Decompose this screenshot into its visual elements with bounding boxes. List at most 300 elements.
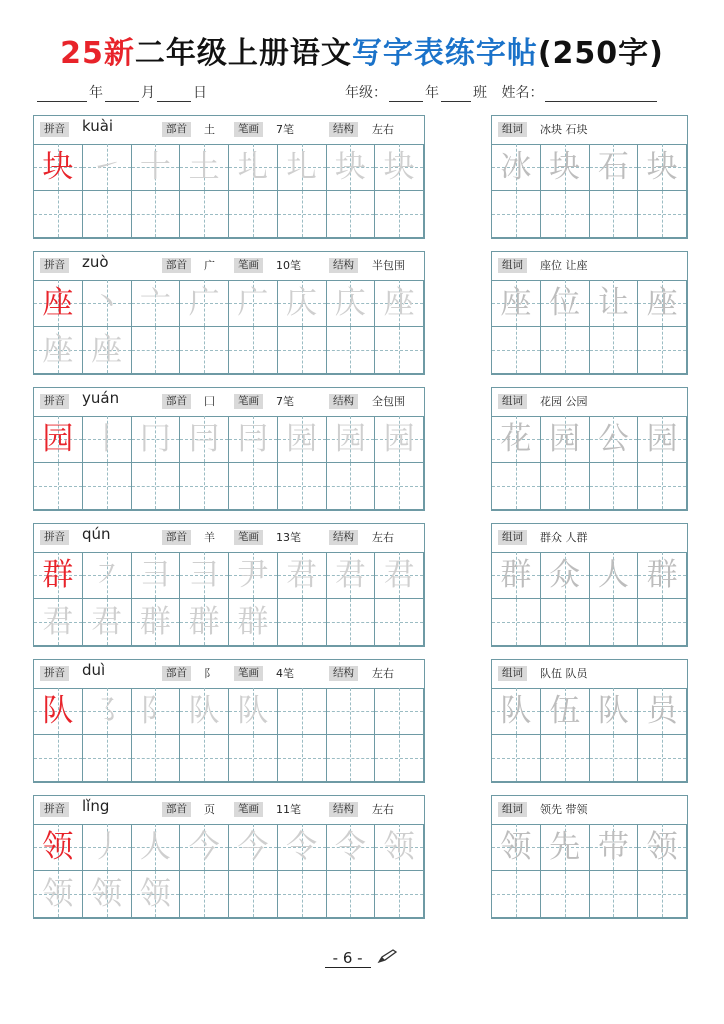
radical-value: 囗 — [204, 395, 215, 408]
stroke-order-cell-char: 座 — [383, 285, 415, 321]
pinyin-label: 拼音 — [40, 122, 69, 137]
word-trace-cell-char: 群 — [646, 557, 678, 593]
stroke-order-cell-char: 彐 — [139, 557, 171, 593]
strokes-value: 13笔 — [276, 531, 301, 544]
strokes-value: 10笔 — [276, 259, 301, 272]
structure-value: 左右 — [372, 123, 394, 136]
practice-cell — [327, 191, 376, 238]
word-trace-cell — [590, 144, 639, 191]
page-footer — [0, 948, 724, 968]
practice-cell — [375, 599, 424, 646]
word-practice-cell — [590, 327, 639, 374]
practice-cell — [34, 599, 83, 646]
practice-cell — [278, 599, 327, 646]
model-char-cell-char: 园 — [42, 421, 74, 457]
word-practice-cell — [541, 871, 590, 918]
stroke-order-cell — [180, 688, 229, 735]
word-trace-cell-char: 众 — [549, 557, 581, 593]
words-label: 组词 — [498, 530, 527, 545]
strokes-label: 笔画 — [234, 666, 263, 681]
practice-cell — [34, 871, 83, 918]
word-practice-block — [491, 795, 688, 919]
practice-cell — [327, 871, 376, 918]
radical-value: 土 — [204, 123, 215, 136]
radical-value: 广 — [204, 259, 215, 272]
stroke-order-cell — [83, 688, 132, 735]
word-trace-cell-char: 冰 — [500, 149, 532, 185]
word-trace-cell — [590, 824, 639, 871]
practice-cell — [180, 191, 229, 238]
word-info-header — [492, 524, 687, 553]
word-trace-cell-char: 块 — [646, 149, 678, 185]
model-char-cell — [34, 552, 83, 599]
stroke-order-cell-char: 十 — [139, 149, 171, 185]
word-trace-cell-char: 员 — [646, 693, 678, 729]
word-trace-cell — [492, 688, 541, 735]
word-trace-cell-char: 座 — [500, 285, 532, 321]
stroke-order-cell-char: ㇀ — [91, 149, 123, 185]
practice-cell — [132, 599, 181, 646]
word-trace-cell-char: 人 — [597, 557, 629, 593]
word-practice-cell — [541, 735, 590, 782]
day-blank[interactable] — [157, 87, 191, 102]
practice-cell — [229, 871, 278, 918]
practice-cell-char: 群 — [139, 604, 171, 640]
practice-cell — [327, 327, 376, 374]
stroke-order-cell-char: ㇇ — [91, 557, 123, 593]
word-practice-cell — [590, 871, 639, 918]
practice-cell — [132, 871, 181, 918]
word-trace-cell-char: 位 — [549, 285, 581, 321]
char-info-header — [34, 116, 424, 145]
stroke-order-cell — [83, 416, 132, 463]
stroke-order-cell-char: 令 — [286, 829, 318, 865]
words-value: 领先 带领 — [540, 803, 588, 816]
practice-cell — [229, 191, 278, 238]
pinyin-value: lǐng — [82, 797, 110, 815]
word-trace-cell-char: 园 — [646, 421, 678, 457]
words-label: 组词 — [498, 258, 527, 273]
structure-label: 结构 — [329, 394, 358, 409]
stroke-order-cell — [229, 144, 278, 191]
practice-cell — [278, 463, 327, 510]
word-practice-block — [491, 659, 688, 783]
stroke-order-cell-char: 冃 — [188, 421, 220, 457]
word-practice-cell — [492, 871, 541, 918]
date-line: 年 月 日 — [35, 82, 207, 102]
word-practice-cell — [590, 735, 639, 782]
word-trace-cell — [492, 144, 541, 191]
practice-cell — [229, 599, 278, 646]
stroke-order-cell-char: 广 — [188, 285, 220, 321]
structure-label: 结构 — [329, 258, 358, 273]
stroke-order-cell — [327, 416, 376, 463]
words-value: 花园 公园 — [540, 395, 588, 408]
char-practice-block — [33, 387, 425, 511]
word-practice-cell — [638, 191, 687, 238]
word-trace-cell — [541, 824, 590, 871]
word-trace-cell-char: 队 — [597, 693, 629, 729]
practice-cell-char: 君 — [91, 604, 123, 640]
word-info-header — [492, 116, 687, 145]
word-practice-cell — [492, 599, 541, 646]
stroke-order-cell-char: 尹 — [237, 557, 269, 593]
practice-cell-char: 群 — [188, 604, 220, 640]
word-trace-cell-char: 队 — [500, 693, 532, 729]
strokes-value: 7笔 — [276, 123, 294, 136]
stroke-order-cell — [132, 416, 181, 463]
stroke-order-cell-char: 君 — [383, 557, 415, 593]
structure-value: 半包围 — [372, 259, 405, 272]
word-trace-cell — [638, 688, 687, 735]
word-practice-cell — [541, 327, 590, 374]
stroke-order-cell-char: 今 — [188, 829, 220, 865]
word-trace-cell — [638, 552, 687, 599]
word-practice-block — [491, 115, 688, 239]
word-trace-cell — [590, 416, 639, 463]
practice-cell-char: 领 — [42, 876, 74, 912]
practice-cell — [83, 735, 132, 782]
word-trace-cell — [638, 280, 687, 327]
stroke-order-cell-char: 君 — [286, 557, 318, 593]
char-practice-block — [33, 115, 425, 239]
stroke-order-cell-char: 广 — [237, 285, 269, 321]
word-practice-cell — [638, 463, 687, 510]
stroke-order-cell-char: 阝 — [139, 693, 171, 729]
word-trace-cell-char: 座 — [646, 285, 678, 321]
word-trace-cell-char: 公 — [597, 421, 629, 457]
radical-value: 页 — [204, 803, 215, 816]
word-trace-cell — [492, 824, 541, 871]
practice-cell — [375, 463, 424, 510]
model-char-cell — [34, 688, 83, 735]
stroke-order-cell-char: 土 — [188, 149, 220, 185]
practice-cell — [327, 463, 376, 510]
char-practice-block — [33, 795, 425, 919]
structure-label: 结构 — [329, 530, 358, 545]
word-practice-block — [491, 251, 688, 375]
words-label: 组词 — [498, 122, 527, 137]
stroke-order-cell-char: 丨 — [91, 421, 123, 457]
word-trace-cell — [492, 280, 541, 327]
practice-cell-char: 君 — [42, 604, 74, 640]
strokes-value: 11笔 — [276, 803, 301, 816]
word-trace-cell — [541, 416, 590, 463]
word-trace-cell-char: 花 — [500, 421, 532, 457]
char-info-header — [34, 252, 424, 281]
practice-cell-char: 领 — [91, 876, 123, 912]
stroke-order-cell — [278, 416, 327, 463]
stroke-order-cell-char: 庂 — [286, 285, 318, 321]
practice-cell — [132, 463, 181, 510]
char-info-header — [34, 796, 424, 825]
word-info-header — [492, 660, 687, 689]
practice-cell — [327, 735, 376, 782]
radical-label: 部首 — [162, 258, 191, 273]
practice-cell — [83, 191, 132, 238]
word-trace-cell — [590, 688, 639, 735]
stroke-order-cell-char: ㇌ — [91, 693, 123, 729]
word-trace-cell — [638, 144, 687, 191]
stroke-order-cell — [229, 824, 278, 871]
stroke-order-cell — [180, 824, 229, 871]
stroke-order-cell — [132, 144, 181, 191]
stroke-order-cell-char: 圠 — [286, 149, 318, 185]
structure-label: 结构 — [329, 122, 358, 137]
structure-value: 左右 — [372, 531, 394, 544]
word-practice-cell — [590, 463, 639, 510]
pinyin-value: qún — [82, 525, 111, 543]
practice-cell — [34, 191, 83, 238]
stroke-order-cell-char: 彐 — [188, 557, 220, 593]
radical-value: 阝 — [204, 667, 215, 680]
practice-cell — [375, 735, 424, 782]
strokes-label: 笔画 — [234, 802, 263, 817]
model-char-cell-char: 群 — [42, 557, 74, 593]
word-practice-cell — [541, 463, 590, 510]
word-practice-cell — [492, 191, 541, 238]
page-title: 25新二年级上册语文写字表练字帖(250字) — [60, 36, 664, 71]
year-blank[interactable] — [37, 87, 87, 102]
pinyin-label: 拼音 — [40, 394, 69, 409]
stroke-order-cell — [327, 552, 376, 599]
word-practice-block — [491, 387, 688, 511]
word-practice-cell — [638, 599, 687, 646]
stroke-order-cell-char: 君 — [334, 557, 366, 593]
stroke-order-cell — [83, 824, 132, 871]
stroke-order-cell — [180, 280, 229, 327]
word-practice-cell — [638, 735, 687, 782]
stroke-order-cell-char: 亠 — [139, 285, 171, 321]
practice-cell — [229, 735, 278, 782]
word-trace-cell-char: 领 — [500, 829, 532, 865]
pinyin-value: kuài — [82, 117, 114, 135]
word-practice-block — [491, 523, 688, 647]
stroke-order-cell — [83, 280, 132, 327]
model-char-cell — [34, 280, 83, 327]
pinyin-label: 拼音 — [40, 258, 69, 273]
words-value: 队伍 队员 — [540, 667, 588, 680]
pinyin-value: duì — [82, 661, 106, 679]
practice-cell-char: 座 — [91, 332, 123, 368]
model-char-cell — [34, 144, 83, 191]
stroke-order-cell-char: 冃 — [237, 421, 269, 457]
practice-cell — [229, 463, 278, 510]
stroke-order-cell — [132, 824, 181, 871]
char-practice-block — [33, 659, 425, 783]
stroke-order-cell — [229, 552, 278, 599]
stroke-order-cell — [375, 824, 424, 871]
practice-cell — [180, 735, 229, 782]
stroke-order-cell — [180, 144, 229, 191]
practice-cell — [180, 599, 229, 646]
word-trace-cell-char: 园 — [549, 421, 581, 457]
structure-label: 结构 — [329, 666, 358, 681]
word-trace-cell-char: 伍 — [549, 693, 581, 729]
strokes-value: 4笔 — [276, 667, 294, 680]
word-info-header — [492, 796, 687, 825]
word-practice-cell — [590, 191, 639, 238]
practice-cell — [375, 191, 424, 238]
practice-cell — [278, 327, 327, 374]
stroke-order-cell-char: 圠 — [237, 149, 269, 185]
pen-icon — [377, 948, 399, 968]
strokes-label: 笔画 — [234, 258, 263, 273]
stroke-order-cell-char: 队 — [237, 693, 269, 729]
word-trace-cell — [638, 824, 687, 871]
word-trace-cell-char: 先 — [549, 829, 581, 865]
word-trace-cell — [492, 416, 541, 463]
structure-label: 结构 — [329, 802, 358, 817]
radical-value: 羊 — [204, 531, 215, 544]
radical-label: 部首 — [162, 530, 191, 545]
stroke-order-cell — [83, 144, 132, 191]
practice-cell — [83, 599, 132, 646]
practice-cell — [375, 327, 424, 374]
stroke-order-cell — [375, 280, 424, 327]
radical-label: 部首 — [162, 394, 191, 409]
stroke-order-cell-char: 冂 — [139, 421, 171, 457]
practice-cell — [180, 871, 229, 918]
radical-label: 部首 — [162, 666, 191, 681]
stroke-order-cell-char: 人 — [139, 829, 171, 865]
char-practice-block — [33, 523, 425, 647]
practice-cell — [180, 463, 229, 510]
stroke-order-cell-char: 令 — [334, 829, 366, 865]
strokes-label: 笔画 — [234, 394, 263, 409]
word-trace-cell — [638, 416, 687, 463]
stroke-order-cell — [327, 688, 376, 735]
stroke-order-cell-char: 庂 — [334, 285, 366, 321]
word-practice-cell — [590, 599, 639, 646]
practice-cell — [132, 327, 181, 374]
word-trace-cell — [541, 552, 590, 599]
stroke-order-cell — [375, 552, 424, 599]
stroke-order-cell-char: 园 — [286, 421, 318, 457]
stroke-order-cell — [327, 144, 376, 191]
char-info-header — [34, 660, 424, 689]
stroke-order-cell-char: 今 — [237, 829, 269, 865]
pinyin-label: 拼音 — [40, 530, 69, 545]
stroke-order-cell — [278, 552, 327, 599]
stroke-order-cell — [278, 824, 327, 871]
stroke-order-cell-char: 丿 — [91, 829, 123, 865]
model-char-cell-char: 块 — [42, 149, 74, 185]
structure-value: 全包围 — [372, 395, 405, 408]
structure-value: 左右 — [372, 803, 394, 816]
word-trace-cell-char: 群 — [500, 557, 532, 593]
stroke-order-cell — [327, 824, 376, 871]
char-info-header — [34, 388, 424, 417]
word-info-header — [492, 252, 687, 281]
stroke-order-cell-char: 丶 — [91, 285, 123, 321]
stroke-order-cell-char: 园 — [383, 421, 415, 457]
words-value: 群众 人群 — [540, 531, 588, 544]
words-label: 组词 — [498, 666, 527, 681]
word-practice-cell — [638, 327, 687, 374]
word-practice-cell — [638, 871, 687, 918]
radical-label: 部首 — [162, 802, 191, 817]
practice-cell-char: 座 — [42, 332, 74, 368]
stroke-order-cell — [132, 688, 181, 735]
word-trace-cell — [541, 688, 590, 735]
char-info-header — [34, 524, 424, 553]
stroke-order-cell — [229, 280, 278, 327]
practice-cell — [229, 327, 278, 374]
stroke-order-cell — [132, 280, 181, 327]
words-value: 座位 让座 — [540, 259, 588, 272]
stroke-order-cell — [229, 688, 278, 735]
practice-cell — [278, 871, 327, 918]
model-char-cell-char: 座 — [42, 285, 74, 321]
word-practice-cell — [541, 599, 590, 646]
stroke-order-cell — [327, 280, 376, 327]
word-trace-cell — [590, 280, 639, 327]
practice-cell — [132, 191, 181, 238]
words-value: 冰块 石块 — [540, 123, 588, 136]
model-char-cell — [34, 416, 83, 463]
stroke-order-cell — [278, 144, 327, 191]
stroke-order-cell — [278, 688, 327, 735]
words-label: 组词 — [498, 394, 527, 409]
practice-cell — [34, 463, 83, 510]
stroke-order-cell-char: 队 — [188, 693, 220, 729]
pinyin-value: zuò — [82, 253, 109, 271]
grade-blank[interactable] — [389, 87, 423, 102]
stroke-order-cell — [229, 416, 278, 463]
model-char-cell-char: 领 — [42, 829, 74, 865]
char-practice-block — [33, 251, 425, 375]
word-trace-cell — [590, 552, 639, 599]
stroke-order-cell-char: 领 — [383, 829, 415, 865]
practice-cell — [375, 871, 424, 918]
practice-cell — [180, 327, 229, 374]
practice-cell — [83, 327, 132, 374]
practice-cell — [278, 191, 327, 238]
stroke-order-cell — [132, 552, 181, 599]
name-blank[interactable] — [545, 87, 657, 102]
stroke-order-cell-char: 块 — [334, 149, 366, 185]
word-trace-cell-char: 带 — [597, 829, 629, 865]
word-trace-cell — [541, 144, 590, 191]
practice-cell — [132, 735, 181, 782]
practice-cell — [327, 599, 376, 646]
page-number: - 6 - — [325, 949, 371, 968]
stroke-order-cell — [83, 552, 132, 599]
pinyin-label: 拼音 — [40, 802, 69, 817]
practice-cell-char: 群 — [237, 604, 269, 640]
practice-cell — [278, 735, 327, 782]
strokes-value: 7笔 — [276, 395, 294, 408]
stroke-order-cell — [278, 280, 327, 327]
word-practice-cell — [541, 191, 590, 238]
word-trace-cell — [492, 552, 541, 599]
structure-value: 左右 — [372, 667, 394, 680]
stroke-order-cell-char: 块 — [383, 149, 415, 185]
month-blank[interactable] — [105, 87, 139, 102]
stroke-order-cell — [375, 144, 424, 191]
class-blank[interactable] — [441, 87, 471, 102]
word-trace-cell-char: 领 — [646, 829, 678, 865]
pinyin-value: yuán — [82, 389, 120, 407]
words-label: 组词 — [498, 802, 527, 817]
stroke-order-cell — [180, 416, 229, 463]
word-trace-cell-char: 让 — [597, 285, 629, 321]
word-trace-cell — [541, 280, 590, 327]
radical-label: 部首 — [162, 122, 191, 137]
strokes-label: 笔画 — [234, 122, 263, 137]
word-trace-cell-char: 块 — [549, 149, 581, 185]
